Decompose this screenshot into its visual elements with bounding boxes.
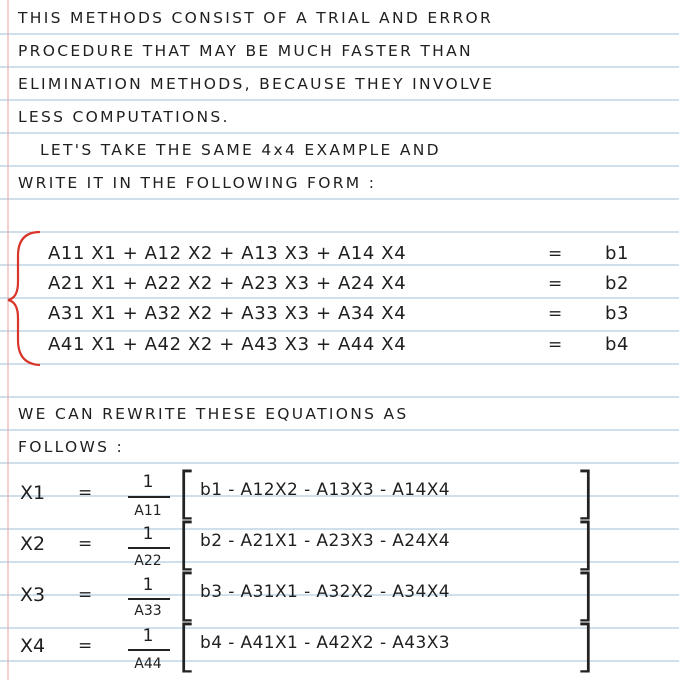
intro-line-1: THIS METHODS CONSIST OF A TRIAL AND ERROR (18, 9, 494, 27)
intro-line-4: LESS COMPUTATIONS. (18, 108, 230, 126)
rewritten-1-numerator: 1 (142, 472, 154, 492)
rewritten-3-close-bracket: ] (574, 563, 596, 628)
rewritten-4-fraction-bar (128, 649, 170, 651)
system-row-3-terms: A31 X1 + A32 X2 + A33 X3 + A34 X4 (48, 303, 407, 324)
system-row-4-terms: A41 X1 + A42 X2 + A43 X3 + A44 X4 (48, 334, 407, 355)
rewritten-2-close-bracket: ] (574, 512, 596, 577)
system-row-2-equals: = (548, 274, 563, 294)
middle-line-1: WE CAN REWRITE THESE EQUATIONS AS (18, 405, 409, 423)
rewritten-3-rhs: b3 - A31X1 - A32X2 - A34X4 (200, 582, 451, 602)
system-row-3-rhs: b3 (605, 303, 630, 324)
rewritten-2-equals: = (78, 534, 93, 554)
rewritten-1-equals: = (78, 483, 93, 503)
system-row-4-rhs: b4 (605, 334, 630, 355)
rewritten-4-denominator: A44 (134, 656, 162, 672)
rewritten-3-equals: = (78, 585, 93, 605)
rewritten-4-close-bracket: ] (574, 614, 596, 679)
rewritten-4-lhs: X4 (20, 635, 46, 657)
middle-line-2: FOLLOWS : (18, 438, 125, 456)
rewritten-4-equals: = (78, 636, 93, 656)
rewritten-1-fraction-bar (128, 496, 170, 498)
system-row-1-equals: = (548, 244, 563, 264)
rewritten-1-rhs: b1 - A12X2 - A13X3 - A14X4 (200, 480, 451, 500)
rewritten-2-rhs: b2 - A21X1 - A23X3 - A24X4 (200, 531, 451, 551)
rewritten-1-open-bracket: [ (176, 461, 198, 526)
rewritten-3-lhs: X3 (20, 584, 46, 606)
rewritten-2-open-bracket: [ (176, 512, 198, 577)
system-row-4-equals: = (548, 335, 563, 355)
intro-line-6: WRITE IT IN THE FOLLOWING FORM : (18, 174, 377, 192)
rewritten-1-denominator: A11 (134, 503, 162, 519)
intro-line-5: LET'S TAKE THE SAME 4x4 EXAMPLE AND (40, 141, 441, 159)
rewritten-3-fraction-bar (128, 598, 170, 600)
rewritten-2-lhs: X2 (20, 533, 46, 555)
rewritten-3-denominator: A33 (134, 603, 162, 619)
system-row-2-terms: A21 X1 + A22 X2 + A23 X3 + A24 X4 (48, 273, 407, 294)
rewritten-3-numerator: 1 (142, 575, 154, 595)
rewritten-2-fraction-bar (128, 547, 170, 549)
system-row-3-equals: = (548, 304, 563, 324)
system-row-2-rhs: b2 (605, 273, 630, 294)
rewritten-2-denominator: A22 (134, 553, 162, 569)
intro-line-3: ELIMINATION METHODS, BECAUSE THEY INVOLVE (18, 75, 495, 93)
rewritten-4-numerator: 1 (142, 626, 154, 646)
rewritten-4-open-bracket: [ (176, 614, 198, 679)
rewritten-2-numerator: 1 (142, 524, 154, 544)
rewritten-3-open-bracket: [ (176, 563, 198, 628)
intro-line-2: PROCEDURE THAT MAY BE MUCH FASTER THAN (18, 42, 473, 60)
rewritten-1-close-bracket: ] (574, 461, 596, 526)
rewritten-4-rhs: b4 - A41X1 - A42X2 - A43X3 (200, 633, 451, 653)
system-row-1-terms: A11 X1 + A12 X2 + A13 X3 + A14 X4 (48, 243, 407, 264)
system-row-1-rhs: b1 (605, 243, 630, 264)
rewritten-1-lhs: X1 (20, 482, 46, 504)
